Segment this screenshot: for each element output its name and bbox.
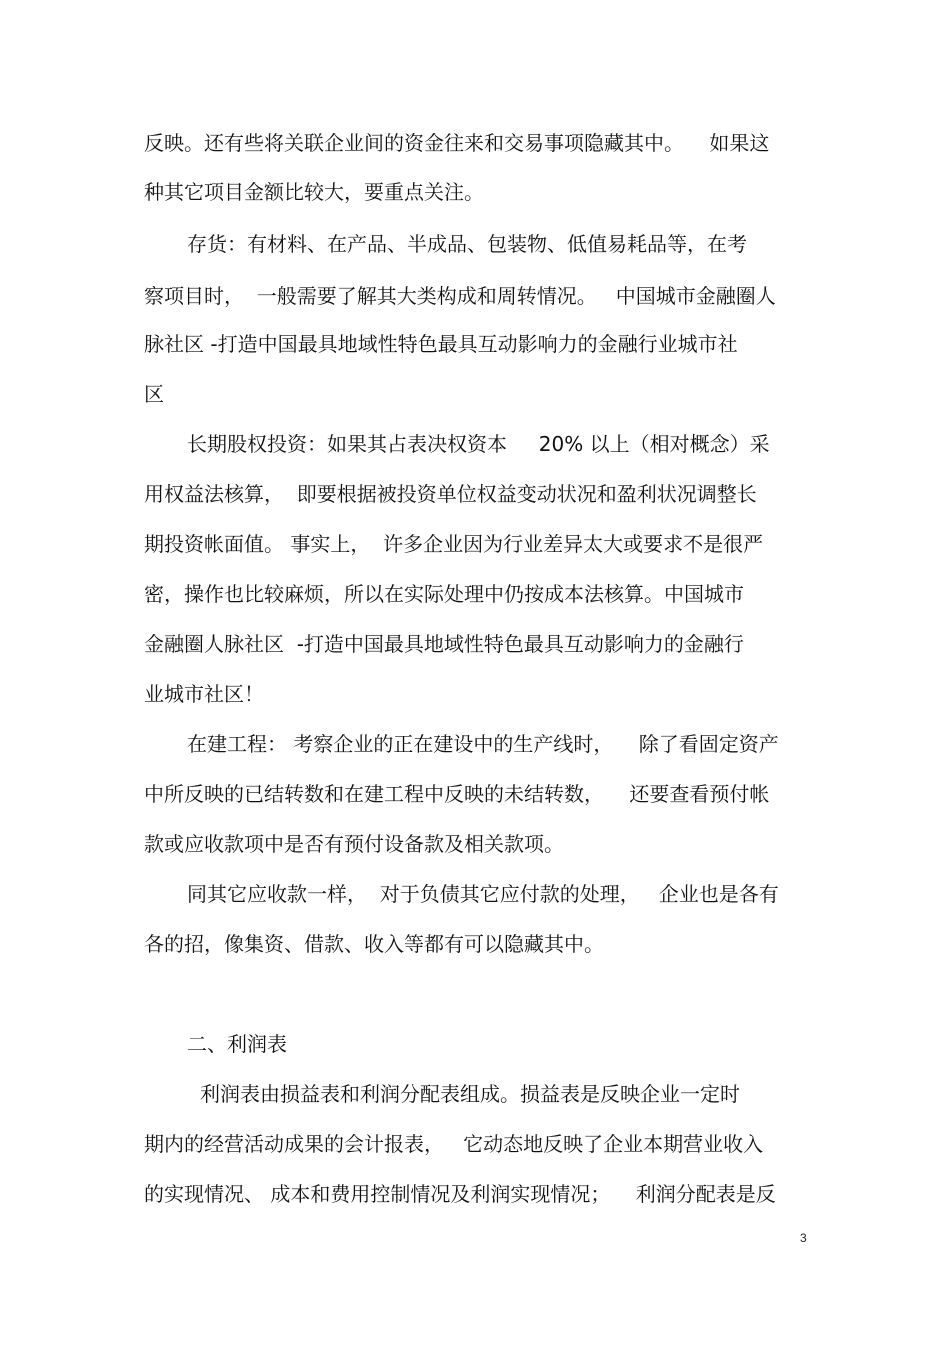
text-line: 脉社区 -打造中国最具地域性特色最具互动影响力的金融行业城市社 [144,332,738,356]
text-line: 反映。还有些将关联企业间的资金往来和交易事项隐藏其中。 如果这 [144,131,770,155]
text-line: 期投资帐面值。 事实上， 许多企业因为行业差异太大或要求不是很严 [144,532,764,556]
text-line: 密，操作也比较麻烦，所以在实际处理中仍按成本法核算。中国城市 [144,582,744,606]
text-line: 款或应收款项中是否有预付设备款及相关款项。 [144,832,564,856]
text-line: 察项目时， 一般需要了解其大类构成和周转情况。 中国城市金融圈人 [144,284,776,308]
text-line: 各的招，像集资、借款、收入等都有可以隐藏其中。 [144,932,604,956]
text-line: 期内的经营活动成果的会计报表， 它动态地反映了企业本期营业收入 [144,1132,764,1156]
text-line: 种其它项目金额比较大，要重点关注。 [144,180,484,204]
text-line: 区 [144,382,164,406]
text-line: 中所反映的已结转数和在建工程中反映的未结转数， 还要查看预付帐 [144,782,770,806]
section-heading: 二、利润表 [187,1032,287,1056]
text-line: 的实现情况、 成本和费用控制情况及利润实现情况； 利润分配表是反 [144,1182,776,1206]
text-line: 存货：有材料、在产品、半成品、包装物、低值易耗品等，在考 [187,232,747,256]
text-line: 利润表由损益表和利润分配表组成。损益表是反映企业一定时 [200,1082,740,1106]
text-line: 同其它应收款一样， 对于负债其它应付款的处理， 企业也是各有 [187,882,779,906]
text-line: 业城市社区！ [144,682,264,706]
page-number: 3 [800,1231,807,1245]
text-line: 用权益法核算， 即要根据被投资单位权益变动状况和盈利状况调整长 [144,482,757,506]
text-line: 长期股权投资：如果其占表决权资本 20% 以上（相对概念）采 [187,432,770,456]
text-line: 金融圈人脉社区 -打造中国最具地域性特色最具互动影响力的金融行 [144,632,744,656]
text-line: 在建工程： 考察企业的正在建设中的生产线时， 除了看固定资产 [187,732,779,756]
